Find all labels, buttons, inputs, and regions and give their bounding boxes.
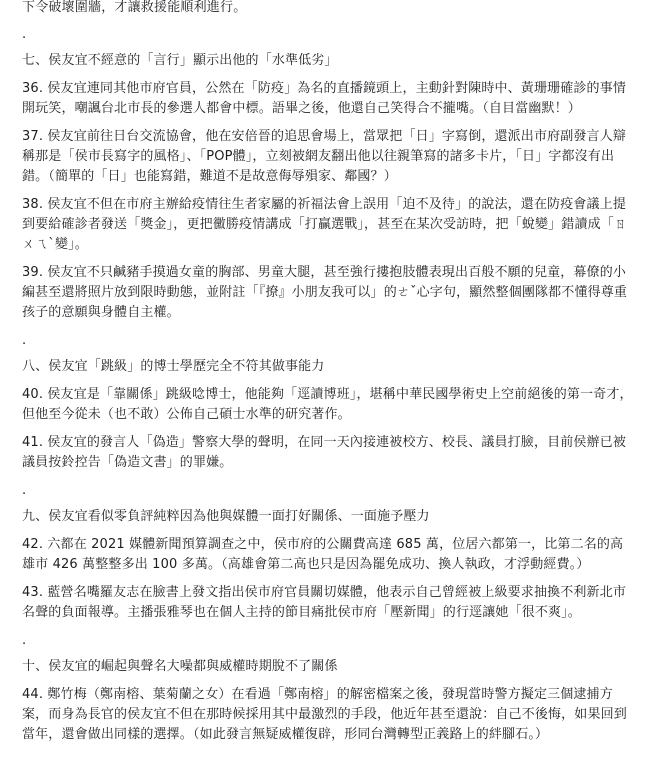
list-item: 42. 六都在 2021 媒體新聞預算調查之中，侯市府的公關費高達 685 萬，位居六都第一，比第二名的高雄市 426 萬整整多出 100 多萬。（高雄會第二高也只是因為罷免成功、換人執政，才浮動經費。） <box>22 537 624 572</box>
separator-dot: . <box>22 633 27 648</box>
post-body <box>22 0 634 753</box>
separator-dot: . <box>22 27 27 42</box>
list-item: 41. 侯友宜的發言人「偽造」警察大學的聲明，在同一天內接連被校方、校長、議員打臉，目前侯辦已被議員按鈴控告「偽造文書」的罪嫌。 <box>22 435 627 470</box>
list-item: 39. 侯友宜不只鹹豬手摸過女童的胸部、男童大腿，甚至強行摟抱肢體表現出百般不願的兒童，幕僚的小編甚至還將照片放到限時動態，並附註「『撩』小朋友我可以」的ㄜˇ心字句，顯然整個團隊都不懂得尊重孩子的意願與身體自主權。 <box>22 265 628 320</box>
separator-dot: . <box>22 483 27 498</box>
list-item: 36. 侯友宜連同其他市府官員，公然在「防疫」為名的直播鏡頭上，主動針對陳時中、黃珊珊確診的事情開玩笑，嘲諷台北市長的參選人都會中標。語畢之後，他還自己笑得合不攏嘴。（自目當幽默！） <box>22 81 627 116</box>
list-item: 38. 侯友宜不但在市府主辦給疫情往生者家屬的祈福法會上誤用「迫不及待」的說法，還在防疫會議上提到要給確診者發送「獎金」，更把黴勝疫情講成「打贏選戰」，甚至在某次受訪時，把「蛻變」錯讀成「ㄖㄨㄟˋ變」。 <box>22 197 628 252</box>
list-item: 44. 鄭竹梅（鄭南榕、葉菊蘭之女）在看過「鄭南榕」的解密檔案之後，發現當時警方擬定三個逮捕方案，而身為長官的侯友宜不但在那時候採用其中最激烈的手段，他近年甚至還說：自己不後悔，如果回到當年，還會做出同樣的選擇。（如此發言無疑威權復辟，形同台灣轉型正義路上的絆腳石。） <box>22 687 627 742</box>
section-heading: 九、侯友宜看似零負評純粹因為他與媒體一面打好關係、一面施予壓力 <box>22 509 430 524</box>
section-heading: 八、侯友宜「跳級」的博士學歷完全不符其做事能力 <box>22 359 325 374</box>
section-heading: 十、侯友宜的崛起與聲名大噪都與威權時期脫不了關係 <box>22 659 338 674</box>
post-text-line: 下令破壞圍牆，才讓救援能順利進行。 <box>22 0 247 15</box>
separator-dot: . <box>22 333 27 348</box>
section-heading: 七、侯友宜不經意的「言行」顯示出他的「水準低劣」 <box>22 53 338 68</box>
list-item: 40. 侯友宜是「靠關係」跳級唸博士，他能夠「逕讀博班」，堪稱中華民國學術史上空前絕後的第一奇才，但他至今從未（也不敢）公佈自己碩士水準的研究著作。 <box>22 387 633 422</box>
list-item: 43. 藍營名嘴羅友志在臉書上發文指出侯市府官員關切媒體，他表示自己曾經被上級要求抽換不利新北市名聲的負面報導。主播張雅琴也在個人主持的節目痛批侯市府「壓新聞」的行逕讓她「很不爽」。 <box>22 585 627 620</box>
list-item: 37. 侯友宜前往日台交流協會，他在安倍晉的追思會場上，當眾把「日」字寫倒，還派出市府副發言人辯稱那是「侯市長寫字的風格」、「POP體」，立刻被網友翻出他以往親筆寫的諸多卡片，「日」字都沒有出錯。（簡單的「日」也能寫錯，難道不是故意侮辱殞家、鄰國？） <box>22 129 627 184</box>
